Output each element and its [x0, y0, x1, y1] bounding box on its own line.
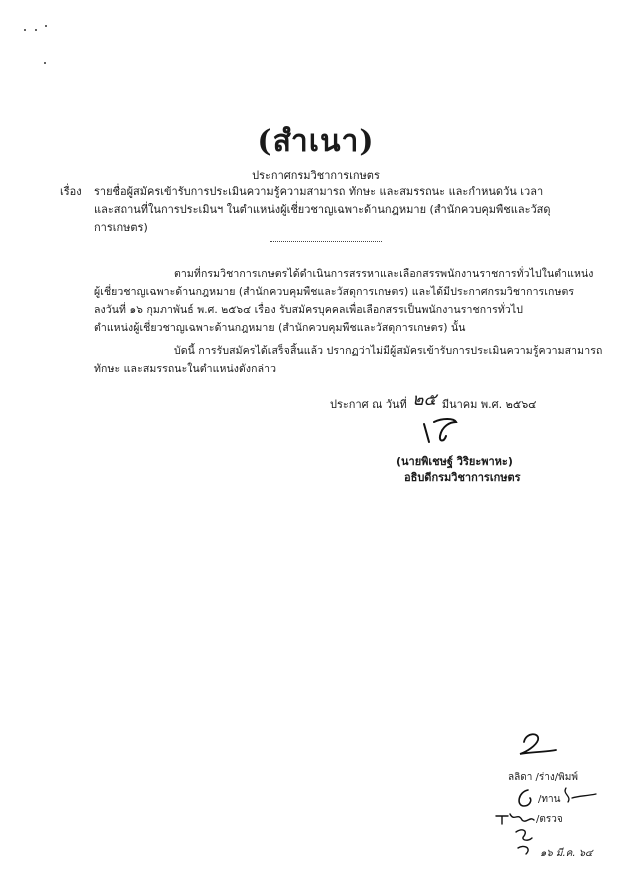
date-day-handwritten: ๒๕ [412, 390, 437, 410]
initial-signature-image [510, 786, 540, 810]
date-prefix: ประกาศ ณ วันที่ [330, 398, 407, 411]
footer-line-review: /ทาน [538, 794, 561, 805]
scan-speck [35, 29, 37, 31]
body-line: บัดนี้ การรับสมัครได้เสร็จสิ้นแล้ว ปรากฏว่าไม่มีผู้สมัครเข้ารับการประเมินความรู้ความสามารถ [174, 345, 603, 357]
body-line: ทักษะ และสมรรถนะในตำแหน่งดังกล่าว [94, 363, 277, 375]
initial-signature-image [494, 808, 536, 828]
dotted-separator [270, 241, 382, 242]
signer-name: (นายพิเชษฐ์ วิริยะพาหะ) [396, 455, 513, 468]
subject-line: การเกษตร) [94, 221, 148, 234]
subject-label: เรื่อง [60, 185, 82, 198]
signer-title: อธิบดีกรมวิชาการเกษตร [404, 471, 521, 484]
footer-line-check: /ตรวจ [536, 814, 563, 825]
footer-date-note: ๑๖ มี.ค. ๖๔ [540, 848, 593, 859]
scan-speck [44, 62, 46, 64]
date-suffix: มีนาคม พ.ศ. ๒๕๖๔ [441, 398, 537, 411]
initial-signature-image [510, 730, 560, 760]
scan-speck [45, 25, 47, 27]
date-line [330, 389, 537, 416]
body-line: ตำแหน่งผู้เชี่ยวชาญเฉพาะด้านกฎหมาย (สำนักควบคุมพืชและวัสดุการเกษตร) นั้น [94, 322, 466, 334]
body-line: ตามที่กรมวิชาการเกษตรได้ดำเนินการสรรหาและเลือกสรรพนักงานราชการทั่วไปในตำแหน่ง [174, 268, 594, 280]
body-line: ผู้เชี่ยวชาญเฉพาะด้านกฎหมาย (สำนักควบคุมพืชและวัสดุการเกษตร) และได้มีประกาศกรมวิชาการเกษตร [94, 286, 575, 298]
copy-title: (สำเนา) [257, 124, 375, 159]
signature-image [420, 414, 460, 446]
announcement-heading: ประกาศกรมวิชาการเกษตร [252, 169, 380, 182]
subject-line: และสถานที่ในการประเมินฯ ในตำแหน่งผู้เชี่ยวชาญเฉพาะด้านกฎหมาย (สำนักควบคุมพืชและวัสดุ [94, 203, 551, 216]
body-line: ลงวันที่ ๑๖ กุมภาพันธ์ พ.ศ. ๒๕๖๔ เรื่อง รับสมัครบุคคลเพื่อเลือกสรรเป็นพนักงานราชการทั่วไป [94, 304, 524, 316]
initial-signature-image [560, 782, 600, 808]
scan-speck [24, 29, 26, 31]
footer-line-draft: ลลิดา /ร่าง/พิมพ์ [508, 772, 578, 783]
subject-line: รายชื่อผู้สมัครเข้ารับการประเมินความรู้ความสามารถ ทักษะ และสมรรถนะ และกำหนดวัน เวลา [94, 185, 544, 198]
